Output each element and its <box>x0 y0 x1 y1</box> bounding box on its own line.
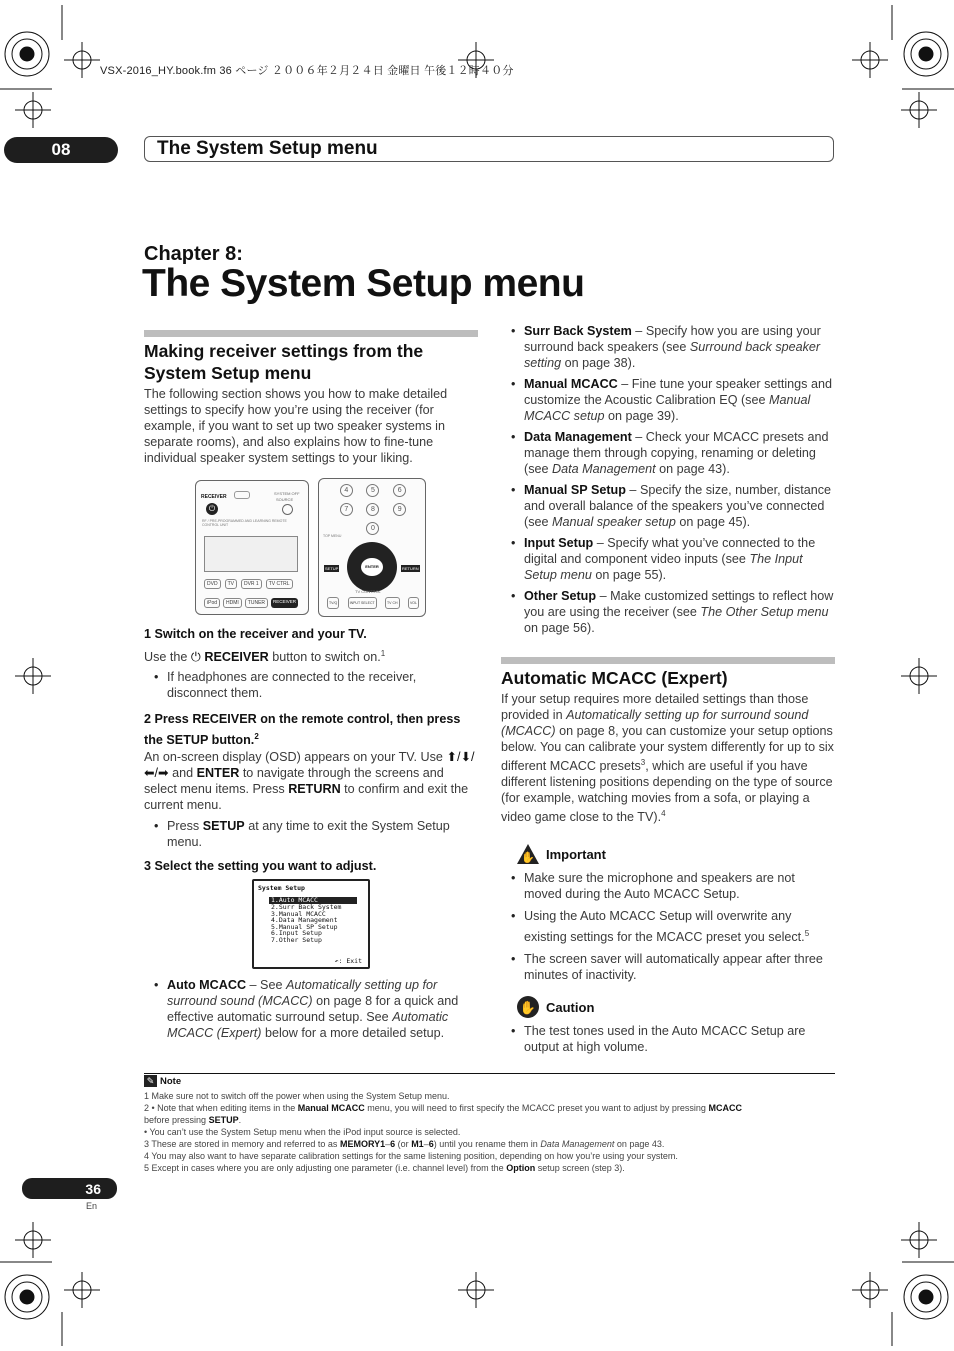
step-2: 2 Press RECEIVER on the remote control, then press the SETUP button.$^2$ <box>144 712 461 748</box>
svg-text:✋: ✋ <box>521 851 535 864</box>
caution-box <box>516 995 836 1019</box>
remote-btn-tv[interactable]: TV <box>225 579 237 589</box>
important-item: • The screen saver will automatically appear after three minutes of inactivity. <box>501 951 835 983</box>
footnote: 4 You may also want to have separate calibration settings for the same listening position, depending on how you’re using your system. <box>144 1151 678 1161</box>
notes-rule <box>144 1073 835 1074</box>
setup-item: • Input Setup – Specify what you’ve connected to the digital and component video inputs (see The Input Setup menu on page 55). <box>501 535 835 583</box>
svg-text:✋: ✋ <box>519 1001 537 1016</box>
important-item: • Make sure the microphone and speakers are not moved during the Auto MCACC Setup. <box>501 870 835 902</box>
intro-paragraph: The following section shows you how to make detailed settings to specify how you’re using the receiver (for example, if you want to set up two speaker systems in separate rooms), and also explains how to fine-tune individual speaker system settings to your liking. <box>144 387 448 465</box>
setup-item: • Manual SP Setup – Specify the size, number, distance and overall balance of the speakers you’ve connected (see Manual speaker setup on page 45). <box>501 482 835 530</box>
step-1-bullet: • If headphones are connected to the receiver, disconnect them. <box>144 669 478 701</box>
caution-item: • The test tones used in the Auto MCACC Setup are output at high volume. <box>501 1023 835 1055</box>
step-2-text: An on-screen display (OSD) appears on your TV. Use ⬆/⬇/⬅/➡ and ENTER to navigate through the screens and select menu items. Press RETURN to confirm and exit the current menu. <box>144 750 475 813</box>
footnote: 2 • Note that when editing items in the Manual MCACC menu, you will need to first specify the MCACC preset you want to adjust by pressing MCACC <box>144 1103 742 1113</box>
arrow-keys-icon: ⬆/⬇/⬅/➡ <box>144 750 475 781</box>
remote-right-panel <box>318 478 426 617</box>
important-title: Important <box>546 846 606 862</box>
remote-lcd <box>204 536 298 572</box>
important-list <box>501 870 835 983</box>
remote-btn-tuner[interactable]: TUNER <box>245 598 268 608</box>
remote-dpad[interactable] <box>347 542 397 592</box>
enter-button[interactable]: ENTER <box>361 558 383 576</box>
power-icon[interactable]: ⏻ <box>206 503 218 515</box>
source-power-icon[interactable] <box>282 504 293 515</box>
osd-item[interactable]: 2.Surr Back System <box>271 903 342 911</box>
setup-button[interactable]: SETUP <box>325 566 339 571</box>
step-2-bullet: • Press SETUP at any time to exit the System Setup menu. <box>144 818 478 850</box>
osd-item[interactable]: 7.Other Setup <box>271 935 322 944</box>
keypad-4[interactable]: 4 <box>340 484 353 497</box>
section-rule <box>144 330 478 337</box>
footnote: • You can’t use the System Setup menu when the iPod input source is selected. <box>144 1127 461 1137</box>
footnote: before pressing SETUP. <box>144 1115 242 1125</box>
keypad-7[interactable]: 7 <box>340 503 353 516</box>
tv-control-label: TV CONTROL <box>355 589 381 594</box>
setup-item: • Other Setup – Make customized settings to reflect how you are using the receiver (see The Other Setup menu on page 56). <box>501 588 835 636</box>
notes-header <box>144 1075 181 1087</box>
top-menu-label: TOP MENU <box>323 534 342 538</box>
remote-left-panel <box>195 480 309 615</box>
keypad-6[interactable]: 6 <box>393 484 406 497</box>
osd-item[interactable]: 5.Manual SP Setup <box>271 922 338 931</box>
osd-exit: ↶: Exit <box>334 957 362 965</box>
setup-item: • Data Management – Check your MCACC presets and manage them through copying, renaming or deleting (see Data Management on page 43). <box>501 429 835 477</box>
remote-btn-vol[interactable]: VOL <box>408 597 419 609</box>
language-label: En <box>86 1201 98 1211</box>
chapter-tab: 08 <box>4 137 118 163</box>
notes-title: Note <box>160 1075 182 1087</box>
steps-block <box>144 626 478 874</box>
step-1: 1 Switch on the receiver and your TV. <box>144 627 367 641</box>
caution-list <box>501 1023 835 1055</box>
footnote: 1 Make sure not to switch off the power when using the System Setup menu. <box>144 1091 450 1101</box>
auto-mcacc-paragraph: If your setup requires more detailed settings than those provided in Automatically setting up for surround sound (MCACC) on page 8, you can customize your setup options below. You can calibrate your system differently for up to six different MCACC presets$^3$, which are useful if you have different listening positions depending on the type of source (for example, watching movies from a sofa, or playing a video game close to the TV).$^4$ <box>501 692 834 825</box>
section-heading: Making receiver settings from the System Setup menu <box>144 341 424 383</box>
setup-item: • Manual MCACC – Fine tune your speaker settings and customize the Acoustic Calibration EQ (see Manual MCACC setup on page 39). <box>501 376 835 424</box>
section-rule <box>501 657 835 664</box>
remote-button[interactable] <box>234 491 250 499</box>
return-button[interactable]: RETURN <box>402 566 419 571</box>
chapter-title: The System Setup menu <box>142 262 585 305</box>
left-column <box>144 340 478 466</box>
remote-btn-dvr1[interactable]: DVR 1 <box>241 579 262 589</box>
return-icon: ↶ <box>334 957 339 965</box>
warning-icon <box>516 843 540 865</box>
running-header <box>144 136 834 162</box>
footnote: 3 These are stored in memory and referred to as MEMORY1–6 (or M1–6) until you rename them in Data Management on page 43. <box>144 1139 665 1149</box>
remote-btn-ipod[interactable]: iPod <box>204 598 220 608</box>
page-number: 36 <box>22 1178 117 1199</box>
footnote: 5 Except in cases where you are only adjusting one parameter (i.e. channel level) from the Option setup screen (step 3). <box>144 1163 625 1173</box>
important-item: • Using the Auto MCACC Setup will overwrite any existing settings for the MCACC preset you select.$^5$ <box>501 907 835 946</box>
osd-item[interactable]: 1.Auto MCACC <box>269 897 357 904</box>
remote-btn-tvctrl[interactable]: TV CTRL <box>266 579 293 589</box>
osd-title: System Setup <box>258 884 305 892</box>
osd-screen <box>252 879 370 969</box>
keypad-5[interactable]: 5 <box>366 484 379 497</box>
section-heading: Automatic MCACC (Expert) <box>501 668 728 688</box>
file-header: VSX-2016_HY.book.fm 36 ページ ２００６年２月２４日 金曜日 午後１２時４０分 <box>100 65 514 77</box>
osd-inner <box>254 881 368 967</box>
remote-btn-hdmi[interactable]: HDMI <box>223 598 242 608</box>
source-label: SOURCE <box>276 497 294 502</box>
keypad-0[interactable]: 0 <box>366 522 379 535</box>
remote-receiver-label: RECEIVER <box>201 494 227 500</box>
auto-mcacc-section <box>501 667 835 825</box>
remote-ir-text: RF / PRE-PROGRAMMED AND LEARNING REMOTE CONTROL UNIT <box>202 519 287 527</box>
step-1-text: Use the ⏻ RECEIVER button to switch on.$^1$ <box>144 649 386 665</box>
remote-btn-input-select[interactable]: INPUT SELECT <box>348 597 377 609</box>
caution-title: Caution <box>546 999 595 1015</box>
note-icon: ✎ <box>144 1075 157 1087</box>
keypad-8[interactable]: 8 <box>366 503 379 516</box>
caution-hand-icon <box>516 995 540 1019</box>
osd-item[interactable]: 6.Input Setup <box>271 929 322 937</box>
osd-item[interactable]: 4.Data Management <box>271 916 338 924</box>
keypad-9[interactable]: 9 <box>393 503 406 516</box>
power-icon: ⏻ <box>190 650 201 665</box>
running-header-title: The System Setup menu <box>157 138 378 159</box>
chapter-label: Chapter 8: <box>144 243 243 265</box>
remote-btn-tvq[interactable]: TV/Q <box>327 597 339 609</box>
osd-item[interactable]: 3.Manual MCACC <box>271 909 326 918</box>
remote-btn-tvch[interactable]: TV CH <box>385 597 400 609</box>
auto-mcacc-bullet: • Auto MCACC – See Automatically setting up for surround sound (MCACC) on page 8 for a quick and effective automatic surround setup. See Automatic MCACC (Expert) below for a more detailed setup. <box>144 977 478 1041</box>
remote-btn-dvd[interactable]: DVD <box>204 579 221 589</box>
system-off-label: SYSTEM OFF <box>274 491 300 496</box>
setup-item: • Surr Back System – Specify how you are using your surround back speakers (see Surround back speaker setting on page 38). <box>501 323 835 371</box>
step-3: 3 Select the setting you want to adjust. <box>144 859 377 874</box>
right-column <box>501 323 835 636</box>
important-box <box>516 843 836 865</box>
footnotes <box>144 1090 835 1174</box>
remote-btn-receiver[interactable]: RECEIVER <box>271 598 298 608</box>
